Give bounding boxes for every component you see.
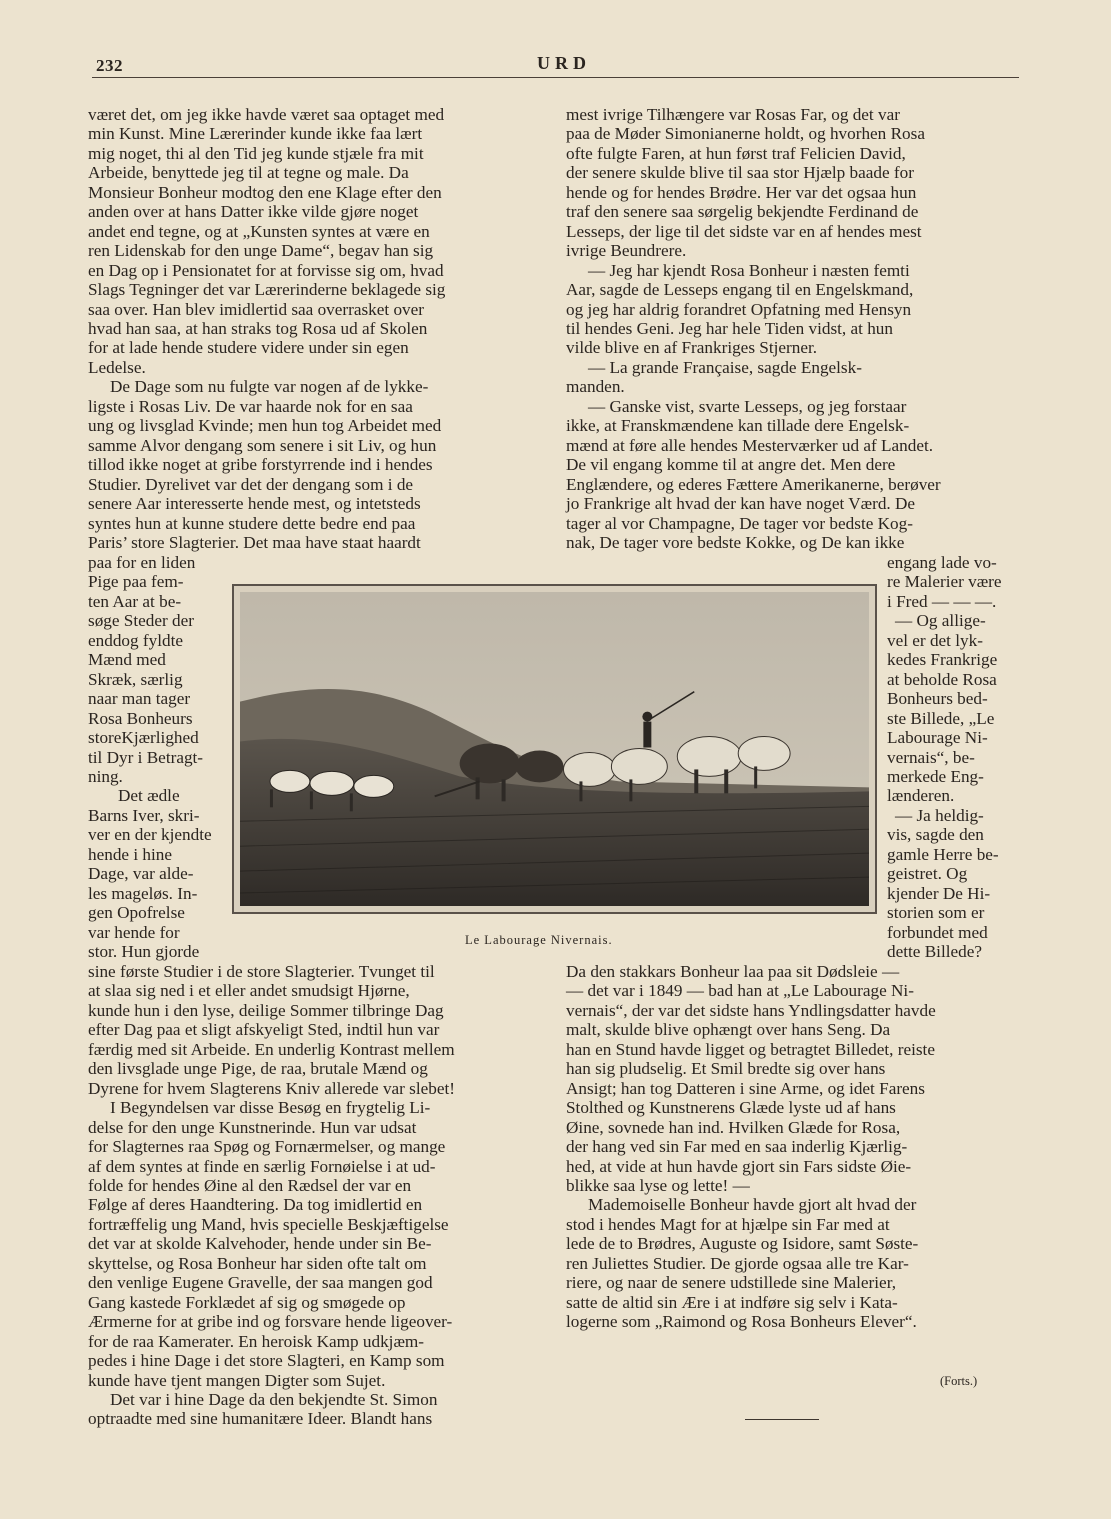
text-line: lede de to Brødres, Auguste og Isidore, samt Søste- xyxy=(566,1234,919,1254)
text-line: stod i hendes Magt for at hjælpe sin Far med at xyxy=(566,1214,890,1234)
text-line: logerne som „Raimond og Rosa Bonheurs Elever“. xyxy=(566,1312,917,1332)
text-line: traf den senere saa sørgelig bekjendte Ferdinand de xyxy=(566,202,919,222)
text-line: Paris’ store Slagterier. Det maa have staat haardt xyxy=(88,532,421,552)
text-line: sine første Studier i de store Slagterier. Tvunget til xyxy=(88,962,435,981)
text-line: De vil engang komme til at angre det. Men dere xyxy=(566,455,896,475)
text-line: satte de altid sin Ære i at indføre sig selv i Kata- xyxy=(566,1292,898,1312)
header-rule xyxy=(92,77,1019,78)
text-line: re Malerier være xyxy=(887,572,1002,592)
text-line: Det var i hine Dage da den bekjendte St. Simon xyxy=(110,1389,438,1409)
text-line: vilde blive en af Frankriges Stjerner. xyxy=(566,338,818,358)
text-line: Stolthed og Kunstnerens Glæde lyste ud af hans xyxy=(566,1098,896,1118)
text-line: for Slagternes raa Spøg og Fornærmelser, og mange xyxy=(88,1137,446,1157)
text-line: han sig pludselig. Et Smil bredte sig over hans xyxy=(566,1059,886,1079)
text-line: at beholde Rosa xyxy=(887,669,997,689)
text-line: gen Opofrelse xyxy=(88,903,185,923)
text-line: Monsieur Bonheur modtog den ene Klage efter den xyxy=(88,182,442,202)
text-line: hende i hine xyxy=(88,844,172,864)
text-line: været det, om jeg ikke havde været saa optaget med xyxy=(88,105,445,124)
text-line: nak, De tager vore bedste Kokke, og De kan ikke xyxy=(566,532,905,552)
text-line: gamle Herre be- xyxy=(887,844,999,864)
text-line: han en Stund havde ligget og betragtet Billedet, reiste xyxy=(566,1039,935,1059)
text-line: — Jeg har kjendt Rosa Bonheur i næsten femti xyxy=(588,260,910,280)
text-line: ver en der kjendte xyxy=(88,825,212,845)
text-line: storeKjærlighed xyxy=(88,728,199,748)
text-line: kjender De Hi- xyxy=(887,883,991,903)
text-line: Slags Tegninger det var Lærerinderne beklagede sig xyxy=(88,280,446,300)
text-line: dette Billede? xyxy=(887,942,982,962)
text-line: til Dyr i Betragt- xyxy=(88,747,204,767)
painting-ploughing-oxen xyxy=(240,592,869,906)
left-column-top xyxy=(88,105,540,552)
text-line: ikke, at Franskmændene kan tillade dere Engelsk- xyxy=(566,416,910,436)
text-line: mig noget, thi al den Tid jeg kunde stjæle fra mit xyxy=(88,143,424,163)
text-line: Gang kastede Forklædet af sig og smøgede op xyxy=(88,1292,406,1312)
text-line: optraadte med sine humanitære Ideer. Blandt hans xyxy=(88,1409,433,1429)
text-line: Dyrene for hvem Slagterens Kniv allerede var slebet! xyxy=(88,1078,455,1098)
page-number: 232 xyxy=(96,56,123,75)
text-line: ste Billede, „Le xyxy=(887,708,995,728)
text-line: ligste i Rosas Liv. De var haarde nok for en saa xyxy=(88,396,413,416)
continued-note: (Forts.) xyxy=(940,1374,978,1388)
text-line: Da den stakkars Bonheur laa paa sit Dødsleie — xyxy=(566,962,900,981)
text-line: kunde have tjent mangen Digter som Sujet. xyxy=(88,1370,386,1390)
text-line: ung og livsglad Kvinde; men hun tog Arbeidet med xyxy=(88,416,442,436)
text-line: — det var i 1849 — bad han at „Le Labourage Ni- xyxy=(566,981,914,1001)
text-line: kedes Frankrige xyxy=(887,650,998,670)
text-line: Ærmerne for at gribe ind og forsvare hende ligeover- xyxy=(88,1312,453,1332)
illustration-caption: Le Labourage Nivernais. xyxy=(465,933,613,947)
text-line: Pige paa fem- xyxy=(88,572,184,592)
right-column-bottom xyxy=(566,962,1020,1332)
text-line: saa over. Han blev imidlertid saa overrasket over xyxy=(88,299,424,319)
text-line: senere Aar interesserte hende mest, og intetsteds xyxy=(88,494,421,514)
text-line: ofte fulgte Faren, at hun først traf Felicien David, xyxy=(566,143,906,163)
text-line: lænderen. xyxy=(887,786,955,806)
text-line: der hang ved sin Far med en saa inderlig Kjærlig- xyxy=(566,1137,908,1157)
text-line: — Ganske vist, svarte Lesseps, og jeg forstaar xyxy=(588,396,907,416)
text-line: — Ja heldig- xyxy=(895,805,984,825)
text-line: mest ivrige Tilhængere var Rosas Far, og det var xyxy=(566,105,900,124)
text-line: blikke saa lyse og lette! — xyxy=(566,1175,750,1195)
running-head: URD xyxy=(537,53,591,73)
text-line: Lesseps, der lige til det sidste var en af hendes mest xyxy=(566,221,922,241)
text-line: Mademoiselle Bonheur havde gjort alt hvad der xyxy=(588,1195,917,1215)
text-line: — La grande Française, sagde Engelsk- xyxy=(588,357,862,377)
text-line: merkede Eng- xyxy=(887,766,984,786)
text-line: skyttelse, og Rosa Bonheur har siden ofte talt om xyxy=(88,1253,427,1273)
text-line: ten Aar at be- xyxy=(88,591,182,611)
text-line: ren Lidenskab for den unge Dame“, begav han sig xyxy=(88,241,434,261)
text-line: paa for en liden xyxy=(88,553,196,572)
text-line: storien som er xyxy=(887,903,985,923)
text-line: til hendes Geni. Jeg har hele Tiden vidst, at hun xyxy=(566,318,893,338)
text-line: det var at skolde Kalvehoder, hende under sin Be- xyxy=(88,1234,432,1254)
right-column-narrow xyxy=(887,553,1021,962)
text-line: manden. xyxy=(566,377,625,397)
text-line: enddog fyldte xyxy=(88,630,183,650)
text-line: engang lade vo- xyxy=(887,553,997,572)
text-line: Skræk, særlig xyxy=(88,669,183,689)
text-line: Rosa Bonheurs xyxy=(88,708,193,728)
text-line: naar man tager xyxy=(88,689,191,709)
text-line: hvad han saa, at han straks tog Rosa ud af Skolen xyxy=(88,318,428,338)
text-line: af dem syntes at finde en særlig Fornøielse i at ud- xyxy=(88,1156,436,1176)
text-line: vel er det lyk- xyxy=(887,630,983,650)
text-line: færdig med sit Arbeide. En underlig Kontrast mellem xyxy=(88,1039,455,1059)
text-line: for de raa Kamerater. En heroisk Kamp udkjæm- xyxy=(88,1331,424,1351)
text-line: delse for den unge Kunstnerinde. Hun var udsat xyxy=(88,1117,417,1137)
text-line: Englændere, og ederes Fættere Amerikanerne, berøver xyxy=(566,474,941,494)
text-line: folde for hendes Øine al den Rædsel der var en xyxy=(88,1175,412,1195)
text-line: en Dag op i Pensionatet for at forvisse sig om, hvad xyxy=(88,260,444,280)
text-line: De Dage som nu fulgte var nogen af de lykke- xyxy=(110,377,429,397)
text-line: riere, og naar de senere udstillede sine Malerier, xyxy=(566,1273,897,1293)
left-column-narrow xyxy=(88,553,218,962)
text-line: pedes i hine Dage i det store Slagteri, en Kamp som xyxy=(88,1351,445,1371)
text-line: der senere skulde blive til saa stor Hjælp baade for xyxy=(566,163,914,183)
text-line: anden over at hans Datter ikke vilde gjøre noget xyxy=(88,202,419,222)
text-line: kunde hun i den lyse, deilige Sommer tilbringe Dag xyxy=(88,1000,444,1020)
text-line: stor. Hun gjorde xyxy=(88,942,200,962)
text-line: Labourage Ni- xyxy=(887,728,988,748)
text-line: og jeg har aldrig forandret Opfatning med Hensyn xyxy=(566,299,912,319)
text-line: syntes hun at kunne studere dette bedre end paa xyxy=(88,513,416,533)
text-line: I Begyndelsen var disse Besøg en frygtelig Li- xyxy=(110,1098,431,1118)
text-line: geistret. Og xyxy=(887,864,968,884)
text-line: den venlige Eugene Gravelle, der saa mangen god xyxy=(88,1273,433,1293)
text-line: mænd at føre alle hendes Mesterværker ud af Landet. xyxy=(566,435,934,455)
text-line: Barns Iver, skri- xyxy=(88,805,200,825)
text-line: Arbeide, benyttede jeg til at tegne og male. Da xyxy=(88,163,409,183)
text-line: Det ædle xyxy=(118,786,180,806)
text-line: søge Steder der xyxy=(88,611,194,631)
left-column-bottom xyxy=(88,962,540,1429)
text-line: Studier. Dyrelivet var det der dengang som i de xyxy=(88,474,414,494)
text-line: samme Alvor dengang som senere i sit Liv, og hun xyxy=(88,435,437,455)
text-line: den livsglade unge Pige, de raa, brutale Mænd og xyxy=(88,1059,428,1079)
text-line: paa de Møder Simonianerne holdt, og hvorhen Rosa xyxy=(566,124,925,144)
illustration-plate xyxy=(232,584,877,914)
text-line: vis, sagde den xyxy=(887,825,984,845)
text-line: tager al vor Champagne, De tager vor bedste Kog- xyxy=(566,513,913,533)
text-line: forbundet med xyxy=(887,922,988,942)
text-line: Mænd med xyxy=(88,650,166,670)
text-line: tillod ikke noget at gribe forstyrrende ind i hendes xyxy=(88,455,433,475)
text-line: Ansigt; han tog Datteren i sine Arme, og idet Farens xyxy=(566,1078,925,1098)
text-line: at slaa sig ned i et eller andet smudsigt Hjørne, xyxy=(88,981,410,1001)
text-line: andet end tegne, og at „Kunsten syntes at være en xyxy=(88,221,430,241)
text-line: Ledelse. xyxy=(88,357,146,377)
text-line: malt, skulde blive ophængt over hans Seng. Da xyxy=(566,1020,891,1040)
text-line: hed, at vide at hun havde gjort sin Fars sidste Øie- xyxy=(566,1156,912,1176)
text-line: hende og for hendes Brødre. Her var det ogsaa hun xyxy=(566,182,917,202)
text-line: vernais“, der var det sidste hans Yndlingsdatter havde xyxy=(566,1000,936,1020)
text-line: efter Dag paa et sligt afskyeligt Sted, indtil hun var xyxy=(88,1020,440,1040)
text-line: — Og allige- xyxy=(895,611,986,631)
text-line: Øine, sovnede han ind. Hvilken Glæde for Rosa, xyxy=(566,1117,901,1137)
text-line: i Fred — — —. xyxy=(887,591,997,611)
text-line: Bonheurs bed- xyxy=(887,689,988,709)
text-line: Følge af deres Haandtering. Da tog imidlertid en xyxy=(88,1195,423,1215)
text-line: Dage, var alde- xyxy=(88,864,194,884)
text-line: min Kunst. Mine Lærerinder kunde ikke faa lært xyxy=(88,124,423,144)
text-line: vernais“, be- xyxy=(887,747,975,767)
text-line: fortræffelig ung Mand, hvis specielle Beskjæftigelse xyxy=(88,1214,449,1234)
end-rule xyxy=(745,1419,819,1420)
text-line: for at lade hende studere videre under sin egen xyxy=(88,338,409,358)
text-line: ning. xyxy=(88,766,123,786)
right-column-top xyxy=(566,105,1020,552)
text-line: ivrige Beundrere. xyxy=(566,241,687,261)
text-line: les mageløs. In- xyxy=(88,883,198,903)
text-line: jo Frankrige alt hvad der kan have noget Værd. De xyxy=(566,494,916,514)
text-line: ren Juliettes Studier. De gjorde ogsaa alle tre Kar- xyxy=(566,1253,909,1273)
text-line: var hende for xyxy=(88,922,180,942)
text-line: Aar, sagde de Lesseps engang til en Engelskmand, xyxy=(566,280,914,300)
